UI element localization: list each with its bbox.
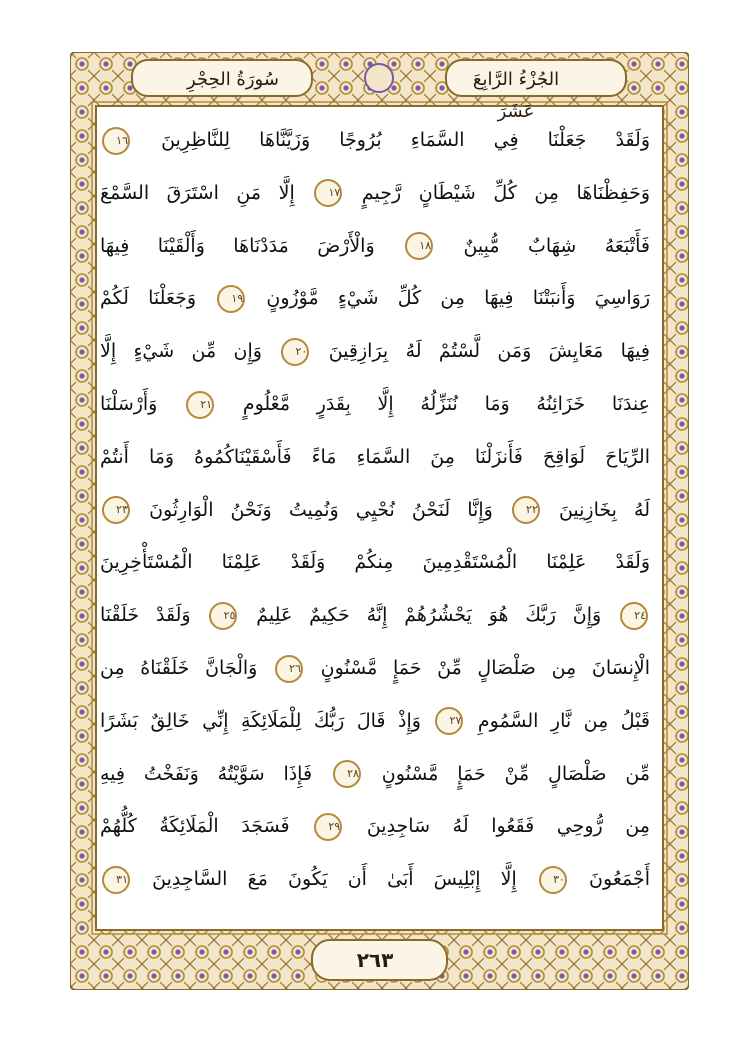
verse-text: الْإِنسَانَ مِن صَلْصَالٍ مِّنْ حَمَإٍ مَّسْنُونٍ (305, 657, 650, 679)
ayah-number-icon: ٢٨ (333, 760, 361, 788)
ayah-number-icon: ٢١ (186, 391, 214, 419)
text-line (100, 540, 650, 584)
verse-text: قَبْلُ مِن نَّارِ السَّمُومِ (465, 709, 650, 732)
ayah-number-icon: ٢٢ (512, 496, 540, 524)
text-line (100, 435, 650, 479)
ayah-number-icon: ٢٧ (435, 707, 463, 735)
juz-title: الجُزْءُ الرَّابِعَ عَشَرَ (472, 69, 560, 122)
verse-text: وَإِنَّ رَبَّكَ هُوَ يَحْشُرُهُمْ إِنَّهُ حَكِيمٌ عَلِيمٌ (239, 604, 619, 627)
ayah-number-icon: ١٧ (314, 179, 342, 207)
verse-text: الرِّيَاحَ لَوَاقِحَ فَأَنزَلْنَا مِنَ السَّمَاءِ مَاءً فَأَسْقَيْنَاكُمُوهُ وَمَا أَنتُمْ (100, 445, 650, 468)
verse-text: مِن رُّوحِي فَقَعُوا لَهُ سَاجِدِينَ (344, 815, 650, 838)
verse-text: وَجَعَلْنَا لَكُمْ (100, 287, 216, 310)
verse-text: وَإِن مِّن شَيْءٍ إِلَّا (100, 340, 280, 363)
verse-text: وَلَقَدْ جَعَلْنَا فِي السَّمَاءِ بُرُوجًا وَزَيَّنَّاهَا لِلنَّاظِرِينَ (132, 129, 650, 151)
text-line (100, 118, 650, 162)
ayah-number-icon: ٢٦ (275, 655, 303, 683)
verse-text: وَالْأَرْضَ مَدَدْنَاهَا وَأَلْقَيْنَا فِيهَا (100, 234, 404, 257)
verse-text: وَأَرْسَلْنَا (100, 393, 185, 415)
verse-text: إِلَّا مَنِ اسْتَرَقَ السَّمْعَ (100, 181, 313, 204)
text-line (100, 646, 650, 690)
text-line (100, 382, 650, 426)
ayah-number-icon: ٢٣ (102, 496, 130, 524)
ayah-number-icon: ١٦ (102, 127, 130, 155)
ayah-number-icon: ٢٩ (314, 813, 342, 841)
verse-text: لَهُ بِخَازِنِينَ (541, 498, 650, 521)
verse-text: فَإِذَا سَوَّيْتُهُ وَنَفَخْتُ فِيهِ (100, 762, 331, 785)
verse-text: فَأَتْبَعَهُ شِهَابٌ مُّبِينٌ (435, 234, 650, 257)
ayah-number-icon: ٢٠ (281, 338, 309, 366)
verse-text: وَالْجَانَّ خَلَقْنَاهُ مِن (100, 657, 273, 679)
ayah-number-icon: ٣٠ (539, 866, 567, 894)
verse-text: فَسَجَدَ الْمَلَائِكَةُ كُلُّهُمْ (100, 815, 313, 838)
ayah-number-icon: ٢٤ (620, 602, 648, 630)
text-line (100, 488, 650, 532)
text-line (100, 329, 650, 373)
verse-text: رَوَاسِيَ وَأَنبَتْنَا فِيهَا مِن كُلِّ شَيْءٍ مَّوْزُونٍ (247, 287, 650, 310)
verse-text: أَجْمَعُونَ (568, 868, 650, 891)
surah-title: سُورَةُ الحِجْرِ (187, 69, 279, 90)
text-line (100, 752, 650, 796)
ayah-number-icon: ٢٥ (209, 602, 237, 630)
verse-text: عِندَنَا خَزَائِنُهُ وَمَا نُنَزِّلُهُ إِلَّا بِقَدَرٍ مَّعْلُومٍ (216, 393, 650, 415)
verse-text: وَإِذْ قَالَ رَبُّكَ لِلْمَلَائِكَةِ إِنِّي خَالِقٌ بَشَرًا (100, 709, 434, 732)
text-line (100, 276, 650, 320)
ayah-number-icon: ٣١ (102, 866, 130, 894)
text-line (100, 593, 650, 637)
ayah-number-icon: ١٨ (405, 232, 433, 260)
ayah-number-icon: ١٩ (217, 285, 245, 313)
text-line (100, 171, 650, 215)
verse-text: إِلَّا إِبْلِيسَ أَبَىٰ أَن يَكُونَ مَعَ السَّاجِدِينَ (132, 868, 537, 891)
text-line (100, 224, 650, 268)
text-line (100, 804, 650, 848)
verse-text: وَلَقَدْ عَلِمْنَا الْمُسْتَقْدِمِينَ مِنكُمْ وَلَقَدْ عَلِمْنَا الْمُسْتَأْخِرِينَ (100, 551, 650, 574)
text-line (100, 699, 650, 743)
quran-text (100, 118, 650, 910)
verse-text: وَحَفِظْنَاهَا مِن كُلِّ شَيْطَانٍ رَّجِيمٍ (344, 181, 650, 204)
verse-text: وَإِنَّا لَنَحْنُ نُحْيِي وَنُمِيتُ وَنَحْنُ الْوَارِثُونَ (132, 498, 510, 521)
verse-text: مِّن صَلْصَالٍ مِّنْ حَمَإٍ مَّسْنُونٍ (362, 762, 650, 785)
verse-text: فِيهَا مَعَايِشَ وَمَن لَّسْتُمْ لَهُ بِرَازِقِينَ (311, 340, 650, 363)
text-line (100, 857, 650, 901)
page-number: ٢٦٣ (356, 948, 394, 972)
verse-text: وَلَقَدْ خَلَقْنَا (100, 604, 208, 627)
